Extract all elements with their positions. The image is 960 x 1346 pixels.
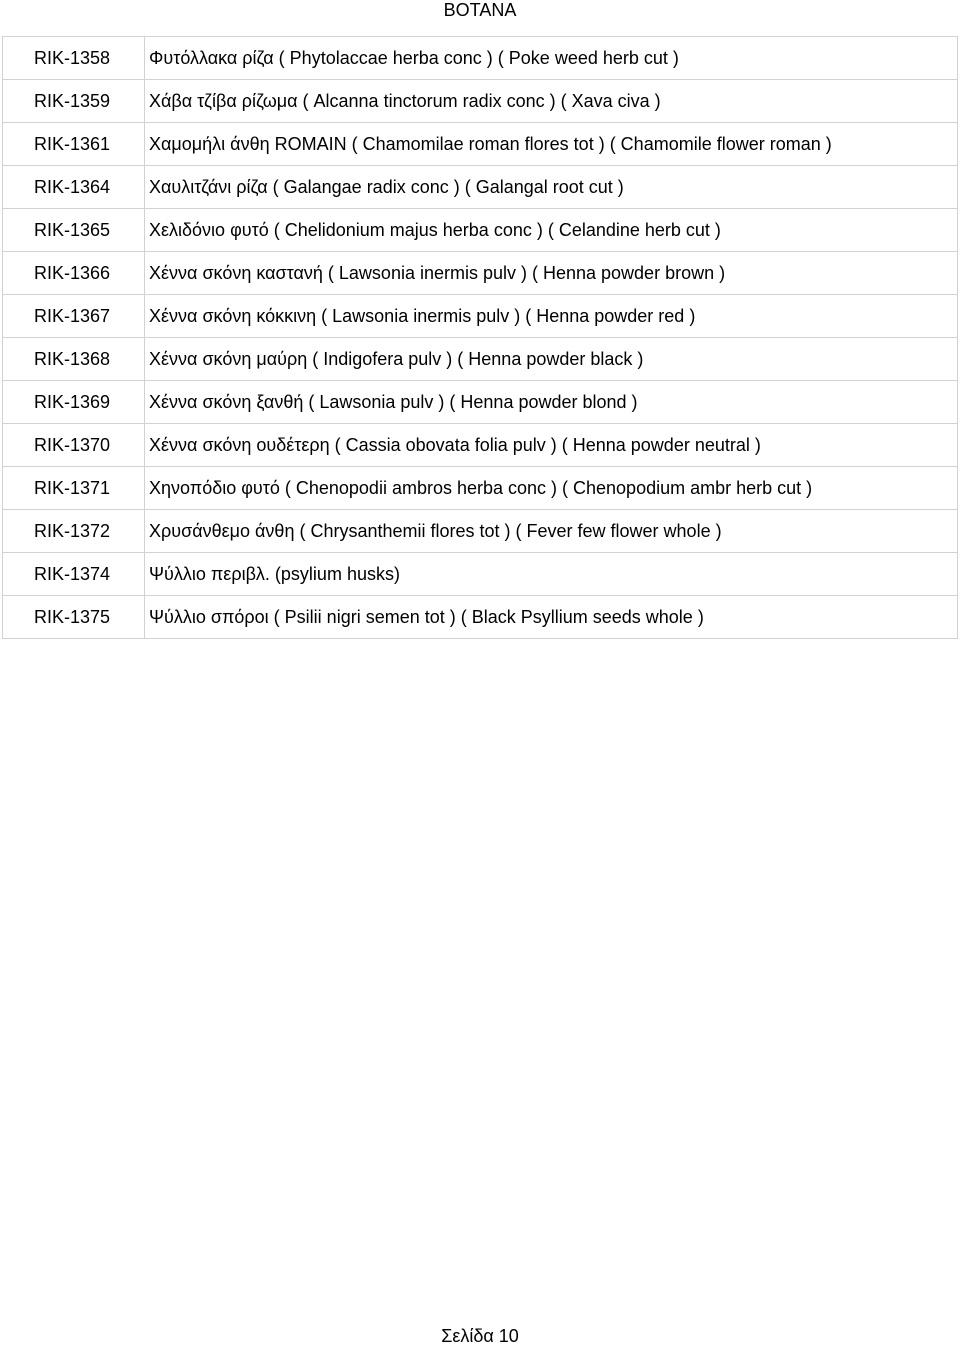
table-row — [3, 424, 958, 467]
page-number: Σελίδα 10 — [441, 1326, 519, 1346]
product-description: Χρυσάνθεμο άνθη ( Chrysanthemii flores tot ) ( Fever few flower whole ) — [145, 510, 958, 553]
product-code: RIK-1366 — [3, 252, 145, 295]
table-row — [3, 467, 958, 510]
product-code: RIK-1368 — [3, 338, 145, 381]
table-row — [3, 37, 958, 80]
product-table — [2, 36, 958, 639]
table-row — [3, 80, 958, 123]
product-code: RIK-1361 — [3, 123, 145, 166]
table-row — [3, 596, 958, 639]
table-row — [3, 252, 958, 295]
product-code: RIK-1372 — [3, 510, 145, 553]
table-row — [3, 381, 958, 424]
table-row — [3, 295, 958, 338]
product-description: Χέννα σκόνη μαύρη ( Indigofera pulv ) ( Henna powder black ) — [145, 338, 958, 381]
table-row — [3, 209, 958, 252]
table-row — [3, 123, 958, 166]
product-code: RIK-1365 — [3, 209, 145, 252]
product-code: RIK-1358 — [3, 37, 145, 80]
product-description: Χαυλιτζάνι ρίζα ( Galangae radix conc ) ( Galangal root cut ) — [145, 166, 958, 209]
product-table-body — [3, 37, 958, 639]
product-description: Φυτόλλακα ρίζα ( Phytolaccae herba conc ) ( Poke weed herb cut ) — [145, 37, 958, 80]
product-description: Χέννα σκόνη καστανή ( Lawsonia inermis pulv ) ( Henna powder brown ) — [145, 252, 958, 295]
product-description: Χέννα σκόνη ξανθή ( Lawsonia pulv ) ( Henna powder blond ) — [145, 381, 958, 424]
product-code: RIK-1369 — [3, 381, 145, 424]
product-description: Χαμομήλι άνθη ROMAIN ( Chamomilae roman flores tot ) ( Chamomile flower roman ) — [145, 123, 958, 166]
product-code: RIK-1367 — [3, 295, 145, 338]
product-description: Χάβα τζίβα ρίζωμα ( Alcanna tinctorum radix conc ) ( Xava civa ) — [145, 80, 958, 123]
product-code: RIK-1371 — [3, 467, 145, 510]
product-description: Ψύλλιο περιβλ. (psylium husks) — [145, 553, 958, 596]
page-title: BOTANA — [443, 0, 517, 20]
product-description: Χελιδόνιο φυτό ( Chelidonium majus herba conc ) ( Celandine herb cut ) — [145, 209, 958, 252]
product-code: RIK-1374 — [3, 553, 145, 596]
product-description: Χέννα σκόνη κόκκινη ( Lawsonia inermis pulv ) ( Henna powder red ) — [145, 295, 958, 338]
product-code: RIK-1370 — [3, 424, 145, 467]
product-description: Ψύλλιο σπόροι ( Psilii nigri semen tot ) ( Black Psyllium seeds whole ) — [145, 596, 958, 639]
table-row — [3, 338, 958, 381]
product-code: RIK-1359 — [3, 80, 145, 123]
product-code: RIK-1364 — [3, 166, 145, 209]
product-description: Χηνοπόδιο φυτό ( Chenopodii ambros herba conc ) ( Chenopodium ambr herb cut ) — [145, 467, 958, 510]
product-description: Χέννα σκόνη ουδέτερη ( Cassia obovata folia pulv ) ( Henna powder neutral ) — [145, 424, 958, 467]
product-code: RIK-1375 — [3, 596, 145, 639]
table-row — [3, 166, 958, 209]
table-row — [3, 553, 958, 596]
table-row — [3, 510, 958, 553]
